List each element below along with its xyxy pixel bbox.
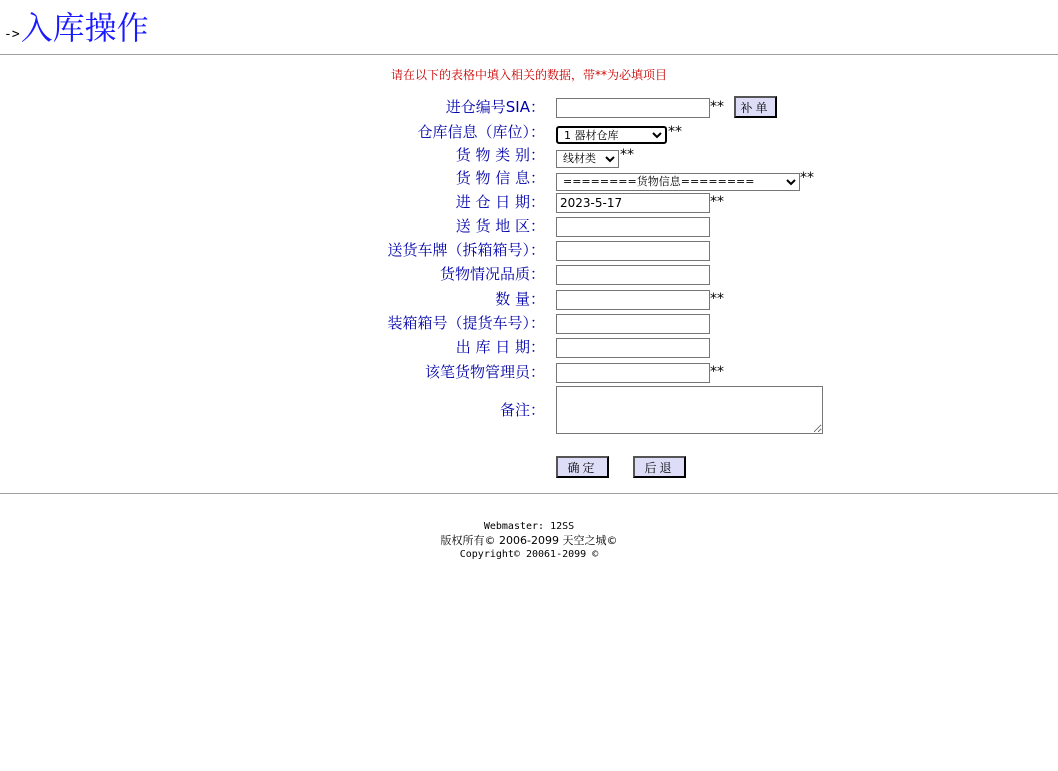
remarks-label: 备注：	[499, 401, 545, 419]
breadcrumb-arrow: ->	[4, 27, 20, 42]
footer-webmaster: Webmaster: 12SS	[483, 521, 575, 532]
manager-label: 该笔货物管理员：	[424, 363, 545, 381]
confirm-button[interactable]: 确定	[556, 456, 609, 478]
storage-info-select[interactable]	[556, 126, 667, 144]
warehouse-no-label: 进仓编号SIA：	[445, 98, 545, 116]
row-delivery-area	[0, 215, 1058, 237]
out-date-input[interactable]	[556, 338, 710, 358]
goods-quality-label: 货物情况品质：	[439, 265, 545, 283]
row-storage-info	[0, 121, 1058, 143]
goods-quality-input[interactable]	[556, 265, 710, 285]
supplement-button[interactable]: 补单	[734, 96, 777, 118]
goods-info-label: 货 物 信 息：	[455, 169, 545, 187]
top-divider	[0, 54, 1058, 55]
row-warehouse-no	[0, 96, 1058, 118]
row-out-date	[0, 336, 1058, 358]
delivery-plate-label: 送货车牌（拆箱箱号）：	[387, 241, 545, 259]
manager-input[interactable]	[556, 363, 710, 383]
bottom-divider	[0, 493, 1058, 494]
quantity-input[interactable]	[556, 290, 710, 310]
required-mark: **	[668, 124, 682, 140]
out-date-label: 出 库 日 期：	[455, 338, 545, 356]
required-mark: **	[710, 99, 724, 115]
packing-box-label: 装箱箱号（提货车号）：	[387, 314, 545, 332]
delivery-area-label: 送 货 地 区：	[455, 217, 545, 235]
row-goods-info	[0, 167, 1058, 189]
row-delivery-plate	[0, 239, 1058, 261]
row-manager	[0, 361, 1058, 383]
footer-copyright-en: Copyright© 20061-2099 ©	[459, 549, 599, 560]
goods-category-label: 货 物 类 别：	[455, 146, 545, 164]
required-notice: 请在以下的表格中填入相关的数据，带**为必填项目	[390, 68, 667, 82]
packing-box-input[interactable]	[556, 314, 710, 334]
required-mark: **	[800, 170, 814, 186]
required-mark: **	[710, 194, 724, 210]
footer-copyright-cn: 版权所有© 2006-2099 天空之城©	[440, 534, 618, 547]
row-goods-quality	[0, 263, 1058, 285]
required-mark: **	[710, 291, 724, 307]
in-date-input[interactable]	[556, 193, 710, 213]
goods-info-select[interactable]	[556, 173, 800, 191]
goods-category-select[interactable]	[556, 150, 619, 168]
row-quantity	[0, 288, 1058, 310]
row-in-date	[0, 191, 1058, 213]
row-remarks	[0, 399, 1058, 421]
quantity-label: 数 量：	[495, 290, 545, 308]
delivery-area-input[interactable]	[556, 217, 710, 237]
required-mark: **	[710, 364, 724, 380]
page-title: 入库操作	[20, 9, 149, 47]
page-header	[4, 8, 149, 48]
row-packing-box	[0, 312, 1058, 334]
required-mark: **	[620, 147, 634, 163]
in-date-label: 进 仓 日 期：	[455, 193, 545, 211]
row-goods-category	[0, 144, 1058, 166]
remarks-textarea[interactable]	[556, 386, 823, 434]
delivery-plate-input[interactable]	[556, 241, 710, 261]
warehouse-no-input[interactable]	[556, 98, 710, 118]
storage-info-label: 仓库信息（库位）：	[417, 123, 545, 141]
back-button[interactable]: 后退	[633, 456, 686, 478]
page-footer	[0, 520, 1058, 562]
